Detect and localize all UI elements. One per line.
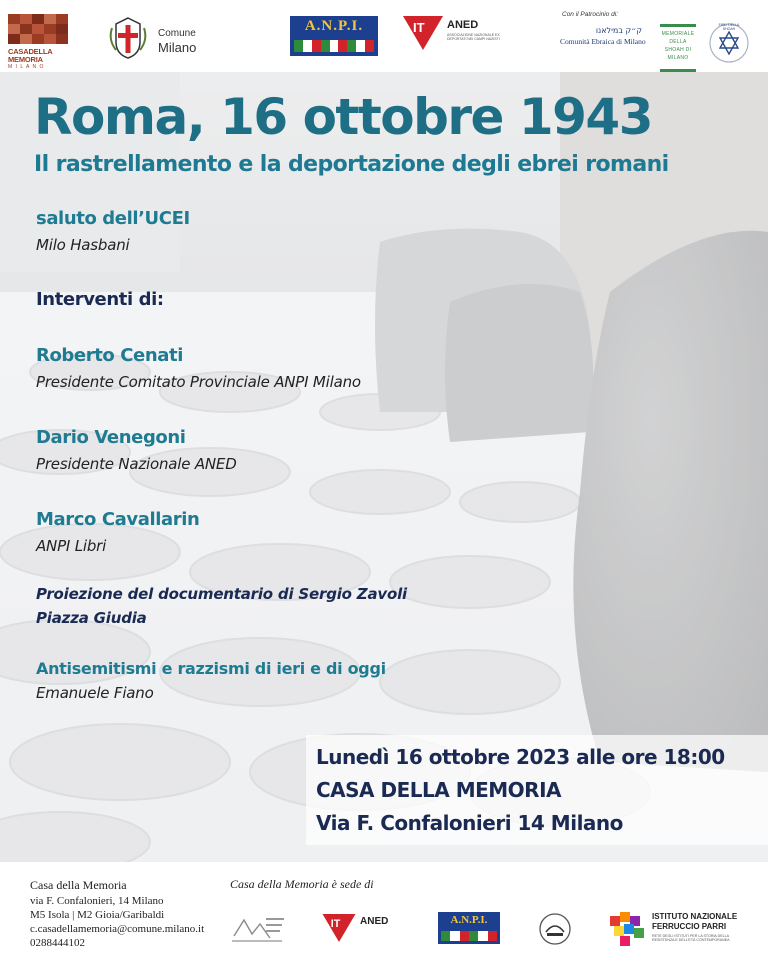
aned-logo-text: ANED <box>447 19 479 31</box>
interventi-heading: Interventi di: <box>36 289 164 310</box>
casa-memoria-logo-sub: M I L A N O <box>8 64 45 70</box>
comunita-ebraica-logo <box>560 26 652 54</box>
comune-milano-logo <box>106 16 216 62</box>
event-date: Lunedì 16 ottobre 2023 alle ore 18:00 <box>316 745 725 769</box>
antisemitismi-speaker: Emanuele Fiano <box>36 684 154 702</box>
footer-aned-triangle-icon <box>322 914 356 942</box>
patrocinio-label: Con il Patrocinio di: <box>562 11 618 18</box>
comunita-text: Comunità Ebraica di Milano <box>560 37 646 46</box>
saluto-heading: saluto dell’UCEI <box>36 208 190 229</box>
footer-parri-line2: FERRUCCIO PARRI <box>652 922 727 931</box>
aned-logo-sub: ASSOCIAZIONE NAZIONALE EX DEPORTATI NEI CAMPI NAZISTI <box>447 33 500 41</box>
event-address: Via F. Confalonieri 14 Milano <box>316 811 623 835</box>
footer <box>0 862 768 961</box>
casa-memoria-logo <box>8 14 68 70</box>
footer-aned-text: ANED <box>360 916 389 927</box>
speaker-name: Dario Venegoni <box>36 427 186 448</box>
footer-anpi-text: A.N.P.I. <box>450 914 488 926</box>
footer-sede-label: Casa della Memoria è sede di <box>230 877 374 891</box>
footer-parri-line1: ISTITUTO NAZIONALE <box>652 912 738 921</box>
saluto-speaker: Milo Hasbani <box>36 236 130 254</box>
page-subtitle: Il rastrellamento e la deportazione degli ebrei romani <box>34 152 669 177</box>
comune-label-line2: Milano <box>158 40 197 55</box>
proiezione-text: Proiezione del documentario di Sergio Zavoli <box>36 585 407 603</box>
comune-label-line1: Comune <box>158 28 196 39</box>
footer-associazione-logo-icon <box>230 912 286 946</box>
milano-coat-of-arms-icon <box>106 16 150 60</box>
page-title: Roma, 16 ottobre 1943 <box>34 88 653 146</box>
casa-memoria-mosaic-icon <box>8 14 68 44</box>
speaker-name: Marco Cavallarin <box>36 509 200 530</box>
memoriale-shoah-logo <box>660 24 696 72</box>
header-logo-bar <box>0 0 768 72</box>
figli-shoah-text: FIGLI DELLA SHOAH <box>718 23 740 31</box>
aned-logo <box>403 16 499 56</box>
speaker-role: Presidente Nazionale ANED <box>36 455 237 473</box>
speaker-role: Presidente Comitato Provinciale ANPI Milano <box>36 373 361 391</box>
anpi-logo <box>290 16 378 56</box>
footer-anpi-logo <box>438 912 500 944</box>
footer-parri-mosaic-icon <box>610 912 648 946</box>
antisemitismi-heading: Antisemitismi e razzismi di ieri e di oggi <box>36 659 386 678</box>
footer-address-email: c.casadellamemoria@comune.milano.it <box>30 923 205 935</box>
anpi-flag-stripes <box>294 40 374 52</box>
aned-triangle-icon <box>403 16 443 50</box>
speaker-role: ANPI Libri <box>36 537 107 555</box>
footer-address-metro: M5 Isola | M2 Gioia/Garibaldi <box>30 909 165 921</box>
footer-round-seal-icon <box>538 912 572 946</box>
anpi-logo-text: A.N.P.I. <box>304 18 364 34</box>
footer-address-phone: 0288444102 <box>30 937 85 949</box>
footer-parri-line3: RETE DEGLI ISTITUTI PER LA STORIA DELLA RESISTENZA E DELL'ETÀ CONTEMPORANEA <box>652 934 730 943</box>
memoriale-text: MEMORIALE DELLA SHOAH DI MILANO <box>661 31 695 61</box>
svg-text:IT: IT <box>330 918 341 931</box>
comunita-hebrew-text: ק״ק במילאנו <box>595 26 642 35</box>
event-place: CASA DELLA MEMORIA <box>316 778 561 802</box>
proiezione-title: Piazza Giudia <box>36 609 147 627</box>
casa-memoria-logo-text: CASADELLA MEMORIA <box>8 47 53 64</box>
footer-address-name: Casa della Memoria <box>30 878 127 892</box>
svg-text:IT: IT <box>413 20 425 35</box>
speaker-name: Roberto Cenati <box>36 345 183 366</box>
footer-anpi-flag <box>441 931 497 941</box>
figli-shoah-logo <box>708 22 750 64</box>
footer-address-street: via F. Confalonieri, 14 Milano <box>30 895 164 907</box>
